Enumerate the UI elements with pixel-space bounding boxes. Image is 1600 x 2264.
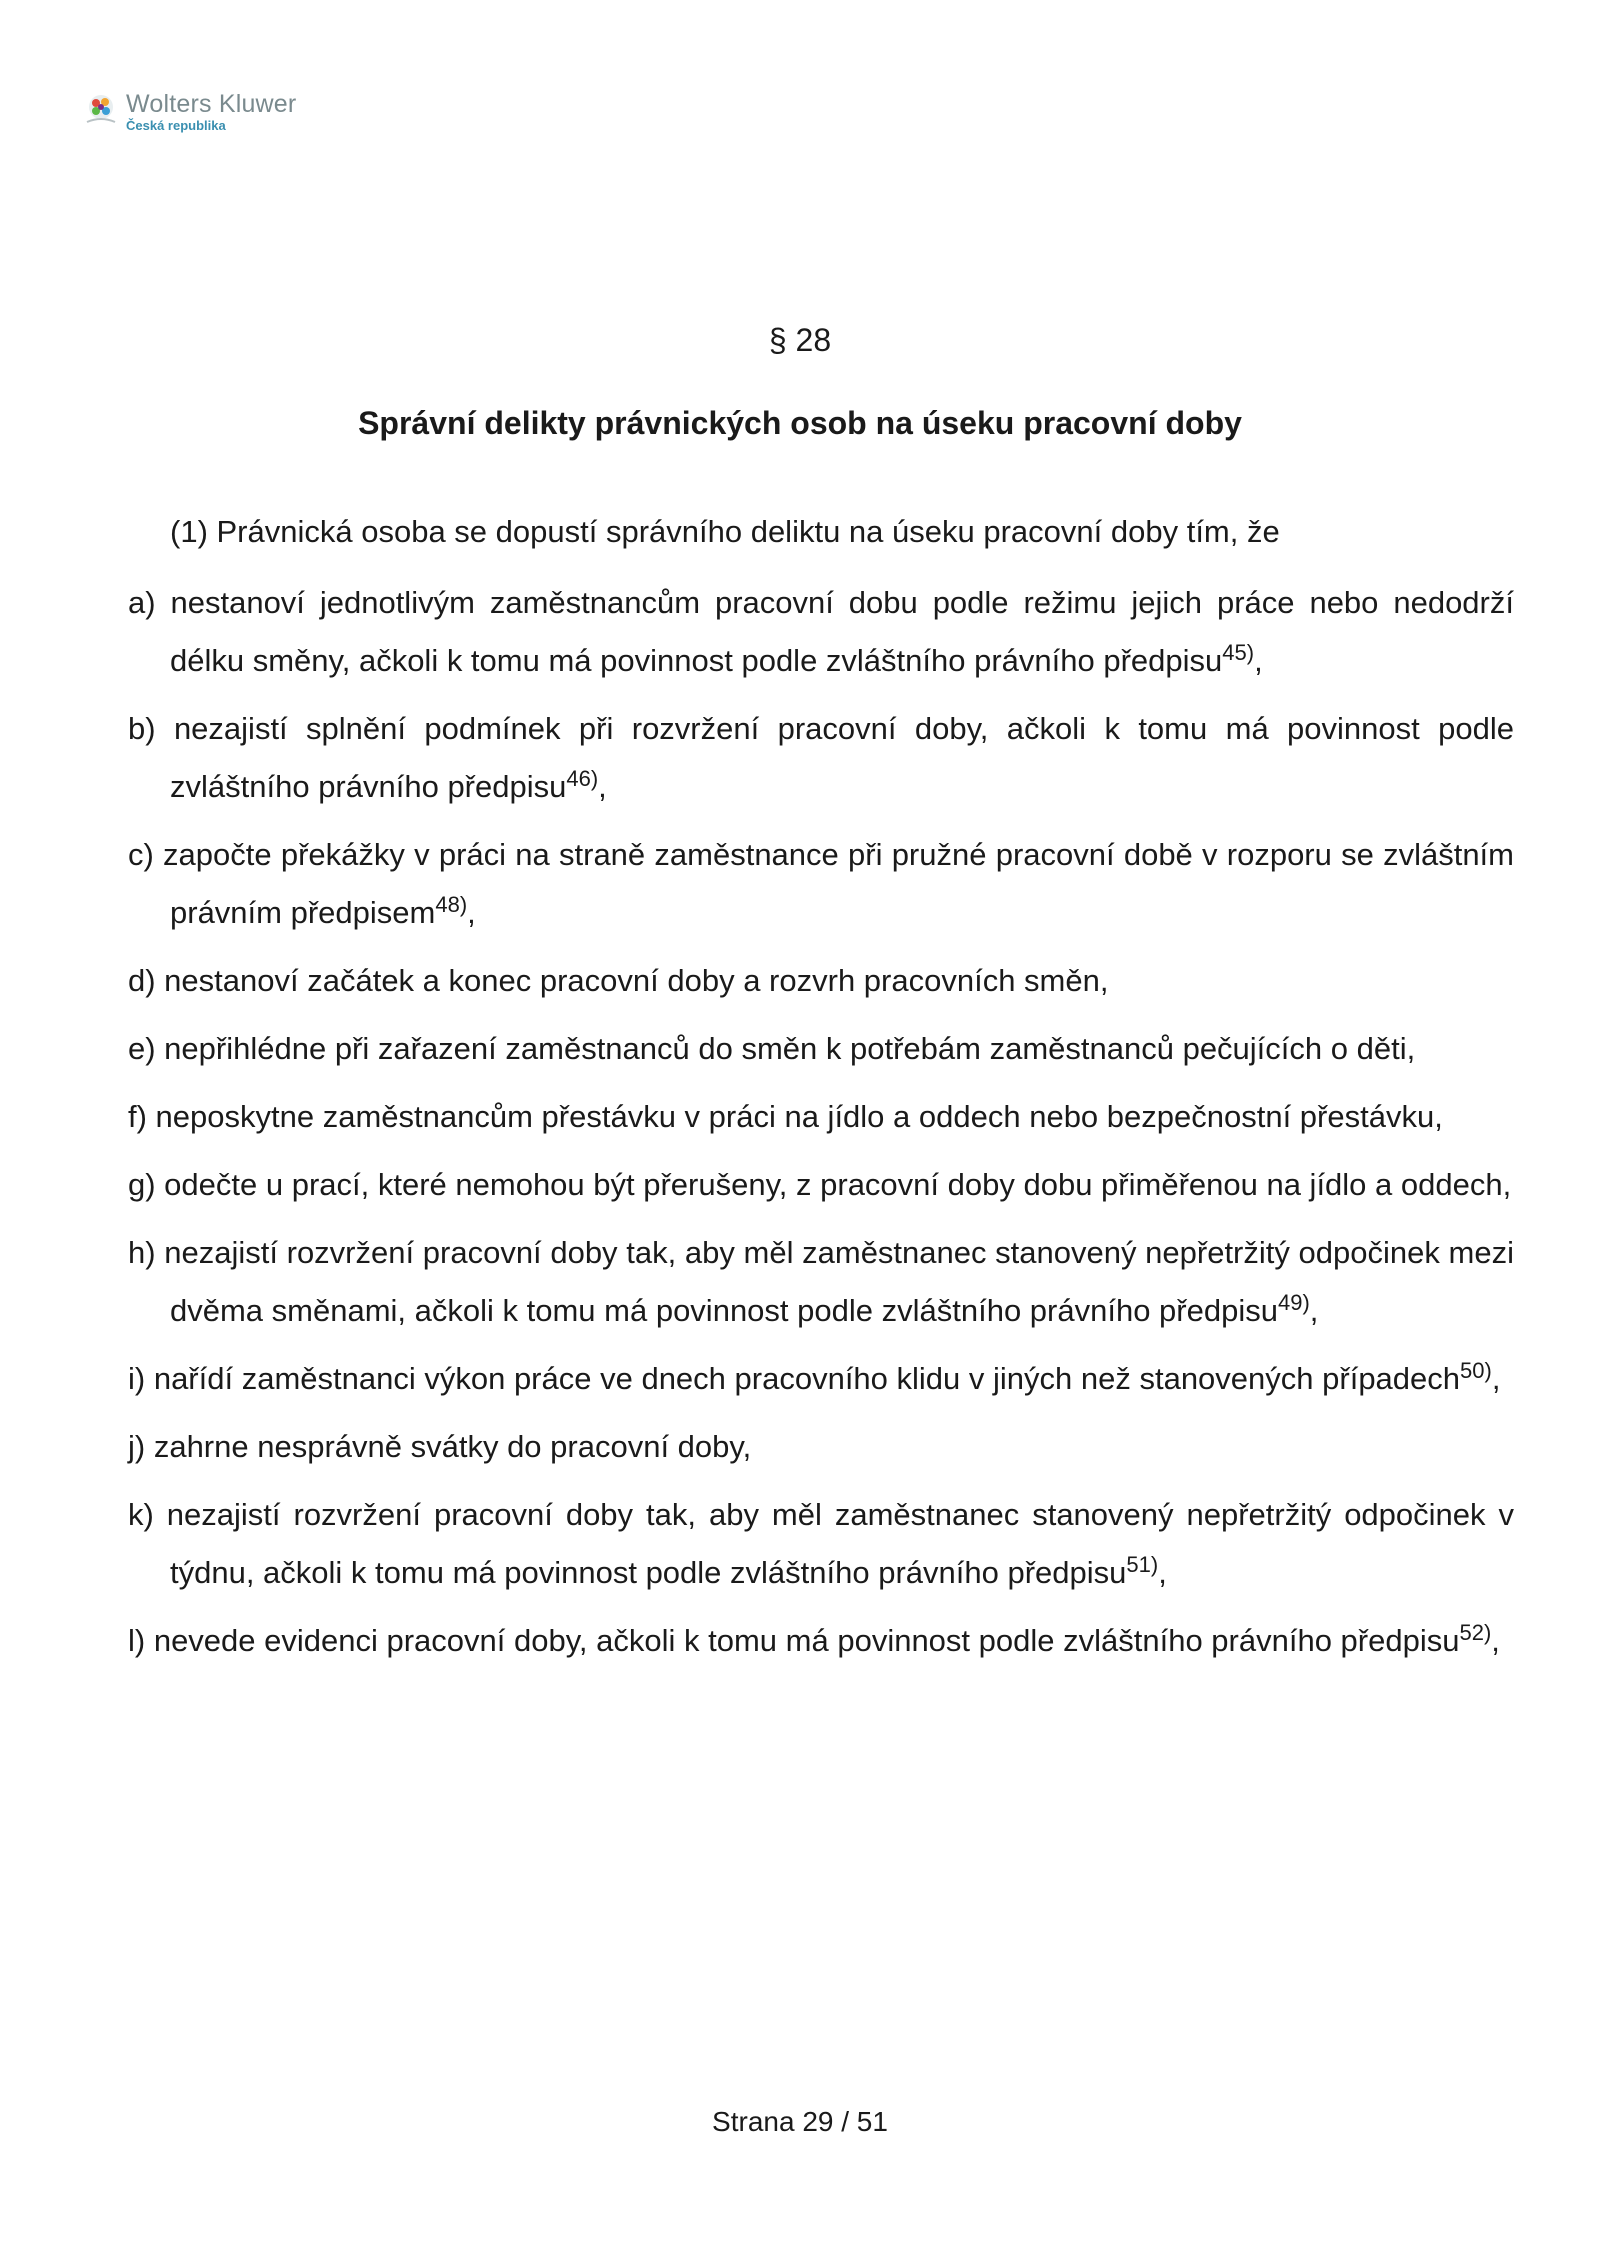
footnote-ref: 50) [1460, 1358, 1492, 1383]
footnote-ref: 46) [566, 766, 599, 791]
offence-list [128, 574, 1514, 1680]
logo-subtitle: Česká republika [126, 118, 226, 133]
list-item: k) nezajistí rozvržení pracovní doby tak, aby měl zaměstnanec stanovený nepřetržitý odpočinek v týdnu, ačkoli k tomu má povinnost podle zvláštního právního předpisu$^{51)}$, [128, 1497, 1514, 1590]
footnote-ref: 49) [1277, 1290, 1310, 1315]
publisher-logo [84, 92, 296, 132]
section-intro: (1) Právnická osoba se dopustí správního deliktu na úseku pracovní doby tím, že [170, 514, 1280, 549]
footnote-ref: 48) [435, 892, 468, 917]
list-item: g) odečte u prací, které nemohou být přerušeny, z pracovní doby dobu přiměřenou na jídlo a oddech, [128, 1167, 1512, 1202]
list-item: e) nepřihlédne při zařazení zaměstnanců do směn k potřebám zaměstnanců pečujících o děti, [128, 1031, 1416, 1066]
list-item: f) neposkytne zaměstnancům přestávku v práci na jídlo a oddech nebo bezpečnostní přestávku, [128, 1099, 1443, 1134]
footnote-ref: 52) [1459, 1620, 1492, 1645]
footnote-ref: 51) [1126, 1552, 1159, 1577]
logo-name: Wolters Kluwer [126, 90, 297, 118]
list-item: a) nestanoví jednotlivým zaměstnancům pracovní dobu podle režimu jejich práce nebo nedodrží délku směny, ačkoli k tomu má povinnost podle zvláštního právního předpisu$^{45)}$, [128, 585, 1514, 678]
wolters-kluwer-logo-icon [84, 92, 118, 126]
list-item: d) nestanoví začátek a konec pracovní doby a rozvrh pracovních směn, [128, 963, 1109, 998]
list-item: i) nařídí zaměstnanci výkon práce ve dnech pracovního klidu v jiných než stanovených případech$^{50)}$, [128, 1358, 1501, 1396]
page-number: Strana 29 / 51 [712, 2106, 888, 2137]
list-item: c) započte překážky v práci na straně zaměstnance při pružné pracovní době v rozporu se zvláštním právním předpisem$^{48)}$, [128, 837, 1514, 930]
list-item: j) zahrne nesprávně svátky do pracovní doby, [128, 1429, 752, 1464]
list-item: b) nezajistí splnění podmínek při rozvržení pracovní doby, ačkoli k tomu má povinnost podle zvláštního právního předpisu$^{46)}$, [128, 711, 1514, 804]
section-title: Správní delikty právnických osob na úseku pracovní doby [358, 405, 1242, 441]
section-number: § 28 [768, 322, 832, 358]
list-item: l) nevede evidenci pracovní doby, ačkoli k tomu má povinnost podle zvláštního právního předpisu$^{52)}$, [128, 1620, 1500, 1658]
footnote-ref: 45) [1222, 640, 1255, 665]
list-item: h) nezajistí rozvržení pracovní doby tak, aby měl zaměstnanec stanovený nepřetržitý odpočinek mezi dvěma směnami, ačkoli k tomu má povinnost podle zvláštního právního předpisu$^{49)}$, [128, 1235, 1514, 1328]
